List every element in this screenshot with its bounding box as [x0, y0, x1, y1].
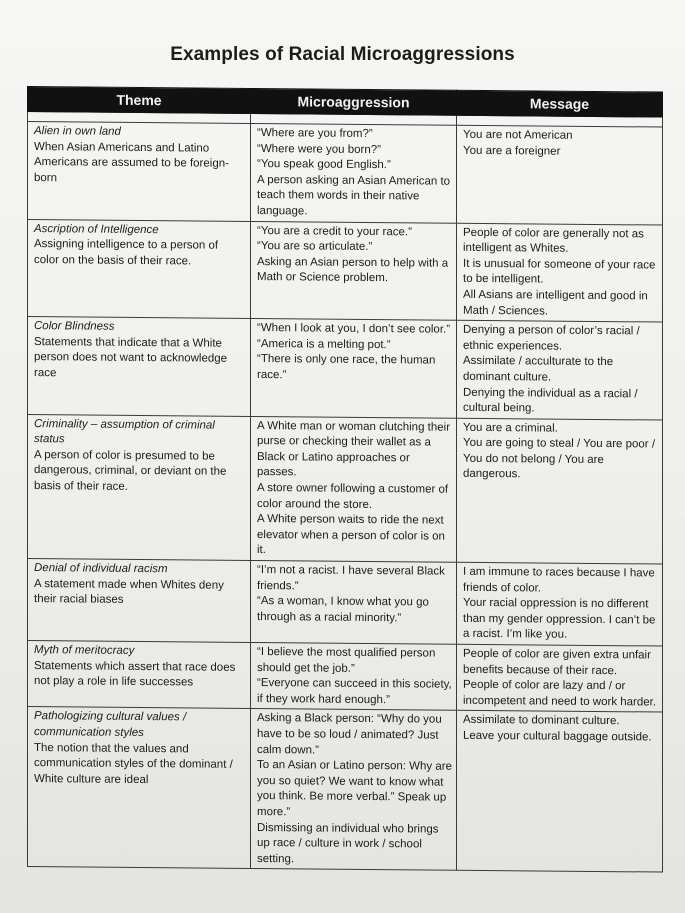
message-text: People of color are generally not as intelligent as Whites. [463, 226, 644, 255]
theme-title: Alien in own land [34, 125, 121, 138]
message-text: People of color are lazy and / or incompetent and need to work harder. [463, 678, 657, 709]
message-text: You are a foreigner [463, 144, 561, 158]
theme-cell [28, 122, 251, 222]
theme-title: Denial of individual racism [34, 562, 168, 576]
microaggression-text: To an Asian or Latino person: Why are you so quiet? We want to know what you think. Be more verbal.” Speak up more.” [257, 759, 452, 819]
microaggression-text: “When I look at you, I don’t see color.” [257, 322, 451, 336]
microaggression-text: “You speak good English.” [257, 158, 391, 172]
microaggression-text: “As a woman, I know what you go through as a racial minority.” [257, 595, 429, 625]
microaggression-cell [251, 123, 457, 222]
table-row [28, 641, 663, 713]
message-cell [457, 418, 663, 564]
theme-cell [28, 641, 251, 709]
microaggression-text: “I believe the most qualified person should get the job.” [257, 646, 436, 675]
table-row [28, 707, 663, 872]
table-row [28, 317, 663, 420]
table-row [28, 219, 663, 322]
message-text: You are not American [463, 128, 573, 142]
message-cell [457, 562, 663, 646]
document-title: Examples of Racial Microaggressions [170, 44, 515, 65]
microaggression-text: A store owner following a customer of color around the store. [257, 482, 449, 511]
theme-title: Pathologizing cultural values / communication styles [34, 710, 187, 739]
message-cell [457, 320, 663, 419]
microaggression-text: A person asking an Asian American to teach them words in their native language. [257, 173, 451, 218]
theme-description: When Asian Americans and Latino Americans are assumed to be foreign-born [34, 140, 229, 185]
theme-description: The notion that the values and communication styles of the dominant / White culture are ideal [34, 741, 233, 786]
theme-title: Criminality – assumption of criminal status [34, 417, 215, 446]
theme-cell [28, 219, 251, 319]
theme-title: Color Blindness [34, 320, 115, 333]
microaggression-text: Dismissing an individual who brings up race / culture in work / school setting. [257, 821, 439, 866]
message-text: Your racial oppression is no different than my gender oppression. I can’t be a racist. I’m like you. [463, 597, 656, 642]
table-row [28, 414, 663, 564]
microaggression-text: A White man or woman clutching their purse or checking their wallet as a Black or Latino approaches or passes. [257, 419, 451, 479]
header-microaggression: Microaggression [251, 88, 457, 115]
theme-cell [28, 414, 251, 560]
microaggression-text: “You are a credit to your race.” [257, 224, 412, 238]
message-text: I am immune to races because I have friends of color. [463, 565, 655, 595]
microaggression-text: “There is only one race, the human race.” [257, 353, 436, 382]
microaggression-text: Asking a Black person: “Why do you have to be so loud / animated? Just calm down.” [257, 712, 442, 757]
microaggression-text: A White person waits to ride the next elevator when a person of color is on it. [257, 513, 445, 557]
microaggressions-table [27, 86, 663, 873]
theme-description: A person of color is presumed to be dangerous, criminal, or deviant on the basis of their race. [34, 448, 227, 493]
message-cell [457, 125, 663, 224]
message-text: All Asians are intelligent and good in Math / Sciences. [463, 288, 648, 318]
microaggression-text: “You are so articulate.” [257, 240, 373, 254]
microaggression-cell [251, 319, 457, 418]
message-text: Assimilate to dominant culture. [463, 714, 620, 728]
theme-description: Statements which assert that race does not play a role in life successes [34, 659, 236, 689]
microaggression-cell [251, 560, 457, 644]
theme-title: Myth of meritocracy [34, 644, 135, 657]
microaggression-text: “Everyone can succeed in this society, if they work hard enough.” [257, 677, 452, 706]
theme-description: A statement made when Whites deny their racial biases [34, 577, 224, 607]
theme-description: Assigning intelligence to a person of color on the basis of their race. [34, 238, 219, 268]
microaggression-cell [251, 221, 457, 320]
message-text: Denying a person of color’s racial / ethnic experiences. [463, 323, 640, 353]
message-text: You are going to steal / You are poor / You do not belong / You are dangerous. [463, 437, 656, 481]
message-text: People of color are given extra unfair benefits because of their race. [463, 647, 651, 677]
table-body [28, 112, 663, 873]
message-text: It is unusual for someone of your race to be intelligent. [463, 257, 656, 286]
theme-cell [28, 707, 251, 869]
message-cell [457, 223, 663, 322]
microaggression-text: “Where were you born?” [257, 142, 381, 156]
microaggression-cell [251, 709, 457, 871]
table-row [28, 122, 663, 225]
theme-cell [28, 559, 251, 643]
microaggression-cell [251, 416, 457, 562]
message-cell [457, 644, 663, 712]
microaggression-text: “Where are you from?” [257, 127, 373, 141]
message-text: Assimilate / acculturate to the dominant culture. [463, 355, 614, 384]
microaggression-text: “I’m not a racist. I have several Black friends.” [257, 564, 445, 592]
message-text: Leave your cultural baggage outside. [463, 729, 652, 744]
message-text: You are a criminal. [463, 421, 558, 435]
header-message: Message [457, 90, 663, 117]
theme-title: Ascription of Intelligence [34, 222, 159, 236]
microaggression-cell [251, 642, 457, 710]
header-theme: Theme [28, 87, 251, 114]
theme-cell [28, 317, 251, 417]
table-row [28, 559, 663, 647]
microaggression-text: “America is a melting pot.” [257, 337, 391, 351]
message-text: Denying the individual as a racial / cultural being. [463, 386, 638, 415]
microaggression-text: Asking an Asian person to help with a Math or Science problem. [257, 255, 449, 285]
theme-description: Statements that indicate that a White person does not want to acknowledge race [34, 335, 228, 380]
message-cell [457, 711, 663, 873]
